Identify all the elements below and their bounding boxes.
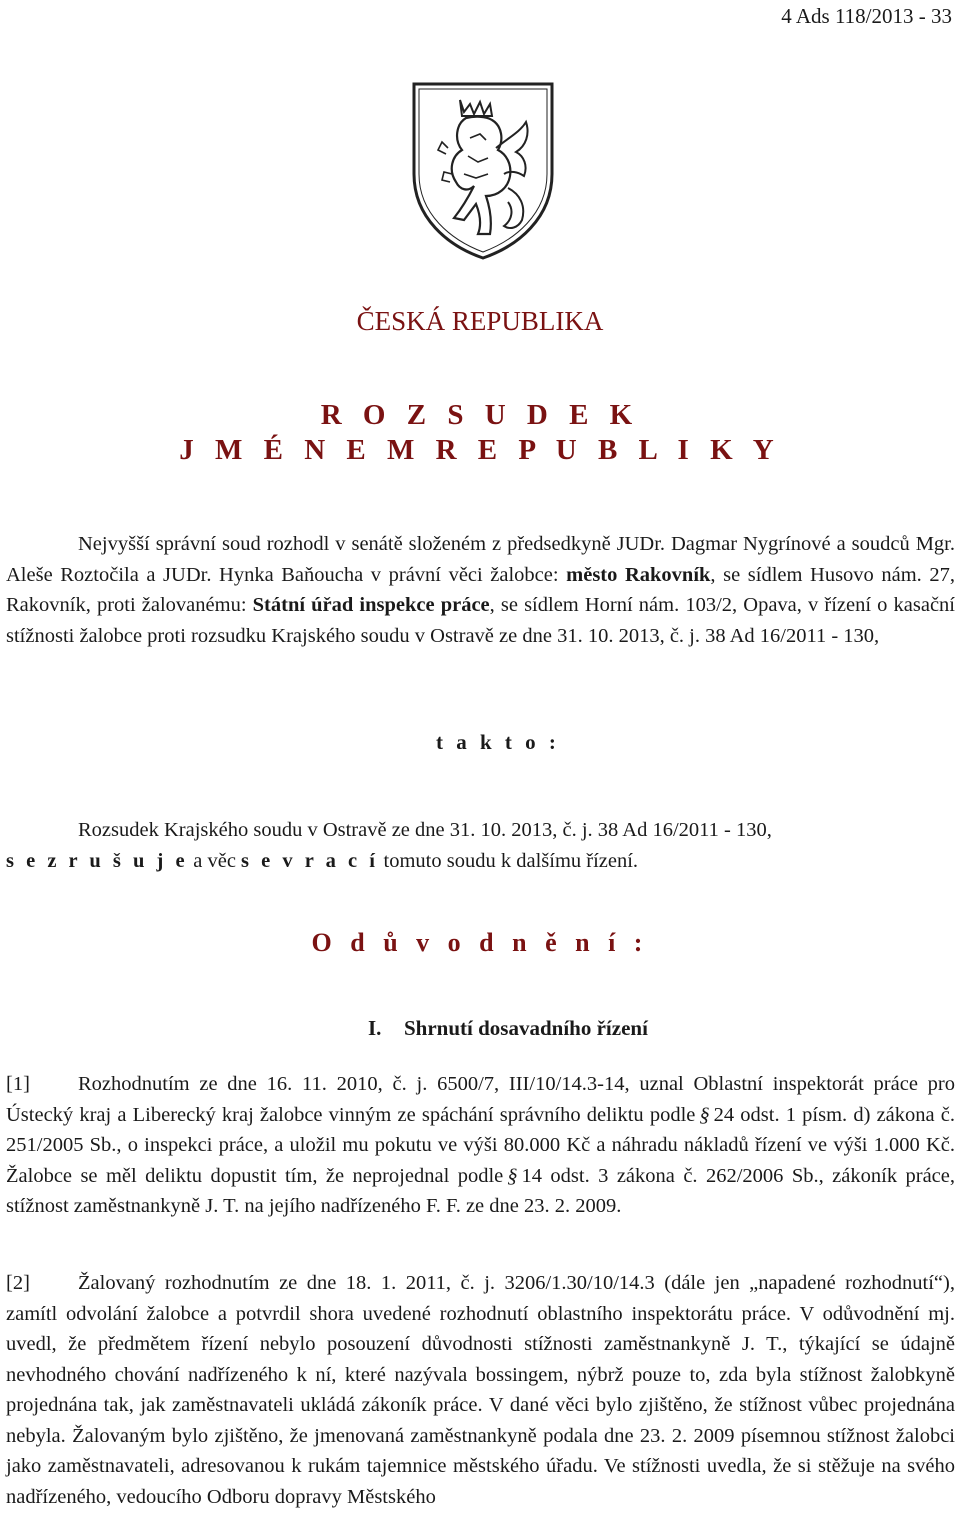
section-number: I. [368, 1016, 382, 1040]
paragraph-2 [6, 1268, 955, 1512]
section-sign: § [507, 1164, 518, 1187]
verdict-return: s e v r a c í [241, 849, 379, 872]
verdict-annul: s e z r u š u j e [6, 849, 189, 872]
judgment-subtitle: J M É N E M R E P U B L I K Y [179, 434, 781, 466]
section-heading [368, 1016, 648, 1041]
intro-text-2: , se sídlem Husovo nám. 27, Rakovník, proti žalovanému: [6, 563, 955, 616]
paragraph-1-text-2: 24 odst. 1 písm. d) zákona č. 251/2005 Sb., o inspekci práce, a uložil mu pokutu ve výši 80.000 Kč a náhradu nákladů řízení ve výši 1.000 Kč. Žalobce se měl deliktu dopustit tím, že neprojednal podle [6, 1103, 956, 1187]
section-sign: § [699, 1103, 710, 1126]
paragraph-1 [6, 1069, 955, 1222]
paragraph-number: [1] [6, 1073, 30, 1095]
intro-text-1: Nejvyšší správní soud rozhodl v senátě složeném z předsedkyně JUDr. Dagmar Nygrínové a soudců Mgr. Aleše Roztočila a JUDr. Hynka Baňoucha v právní věci žalobce: [6, 533, 955, 586]
verdict-text-2: a věc [188, 849, 242, 872]
judgment-title: R O Z S U D E K [320, 399, 640, 431]
case-number: 4 Ads 118/2013 - 33 [781, 4, 952, 28]
verdict-text-3: tomuto soudu k dalšímu řízení. [378, 849, 639, 872]
intro-text-3: , se sídlem Horní nám. 103/2, Opava, v řízení o kasační stížnosti žalobce proti rozsudku Krajského soudu v Ostravě ze dne 31. 10. 2013, č. j. 38 Ad 16/2011 - 130, [6, 594, 955, 647]
takto-heading: t a k t o : [436, 730, 560, 754]
paragraph-2-text: Žalovaný rozhodnutím ze dne 18. 1. 2011, č. j. 3206/1.30/10/14.3 (dále jen „napadené rozhodnutí“), zamítl odvolání žalobce a potvrdil shora uvedené rozhodnutí oblastního inspektorátu práce. V odůvodnění mj. uvedl, že předmětem řízení nebylo posouzení důvodnosti stížnosti zaměstnankyně J. T., týkající se údajně nevhodného chování nadřízeného k ní, které nazývala bossingem, nýbrž pouze to, zda byla stížnost žalobkyně projednána tak, jak zaměstnavateli ukládá zákoník práce. V dané věci bylo zjištěno, že stížnost vůbec projednána nebyla. Žalovaným bylo zjištěno, že jmenovaná zaměstnankyně podala dne 23. 2. 2009 písemnou stížnost žalobci jako zaměstnavateli, adresovanou k rukám tajemnice městského úřadu. Ve stížnosti uvedla, že si stěžuje na svého nadřízeného, vedoucího Odboru dopravy Městského [6, 1272, 955, 1508]
section-title: Shrnutí dosavadního řízení [404, 1016, 648, 1040]
verdict-paragraph [6, 815, 955, 876]
intro-paragraph [6, 529, 955, 651]
defendant-name: Státní úřad inspekce práce [252, 594, 490, 616]
paragraph-1-text-3: 14 odst. 3 zákona č. 262/2006 Sb., zákoník práce, stížnost zaměstnankyně J. T. na jejího nadřízeného F. F. ze dne 23. 2. 2009. [6, 1164, 955, 1217]
country-name: ČESKÁ REPUBLIKA [356, 306, 604, 336]
paragraph-number: [2] [6, 1272, 30, 1294]
coat-of-arms-icon [408, 78, 558, 262]
paragraph-1-text-1: Rozhodnutím ze dne 16. 11. 2010, č. j. 6500/7, III/10/14.3-14, uznal Oblastní inspektorát práce pro Ústecký kraj a Liberecký kraj žalobce vinným ze spáchání správního deliktu podle [6, 1073, 955, 1126]
reasons-heading: O d ů v o d n ě n í : [311, 928, 649, 957]
plaintiff-name: město Rakovník [566, 563, 711, 586]
verdict-text-1: Rozsudek Krajského soudu v Ostravě ze dne 31. 10. 2013, č. j. 38 Ad 16/2011 - 130, [78, 819, 772, 841]
